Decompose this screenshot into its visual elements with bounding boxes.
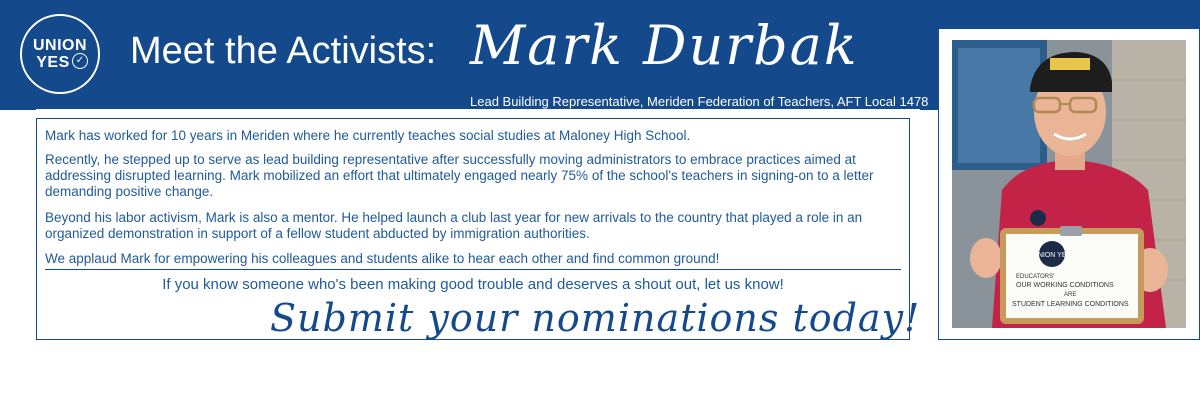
bio-paragraph: Recently, he stepped up to serve as lead building representative after successfully moving administrators to embrace practices aimed at addressing disrupted learning. Mark mobilized an effort that ultimately engaged nearly 75% of the school's teachers in signing-on to a letter demanding positive change.: [45, 152, 874, 199]
activist-photo-illustration: [952, 40, 1186, 328]
page-title: Meet the Activists:: [130, 30, 437, 72]
sign-line-2: OUR WORKING CONDITIONS: [1016, 282, 1114, 289]
sign-line-4: STUDENT LEARNING CONDITIONS: [1012, 301, 1129, 308]
header-divider: [36, 109, 920, 110]
activist-name: Mark Durbak: [470, 14, 859, 77]
union-yes-logo: [20, 14, 100, 94]
bio-paragraph: Beyond his labor activism, Mark is also a mentor. He helped launch a club last year for new arrivals to the country that played a role in an organized demonstration in support of a fellow student abducted by immigration authorities.: [45, 210, 863, 241]
sign-line-1: EDUCATORS': [1016, 274, 1055, 280]
logo-line-1: UNION: [32, 37, 88, 54]
bio-paragraph: Mark has worked for 10 years in Meriden where he currently teaches social studies at Maloney High School.: [45, 128, 691, 143]
nominations-link[interactable]: Submit your nominations today!: [270, 296, 921, 340]
activist-role: Lead Building Representative, Meriden Federation of Teachers, AFT Local 1478: [470, 94, 929, 109]
sign-logo: UNION YES: [1032, 252, 1072, 259]
activist-photo: [952, 40, 1186, 328]
bio-paragraph: We applaud Mark for empowering his colleagues and students alike to hear each other and find common ground!: [45, 251, 901, 270]
logo-line-2: YES: [36, 54, 70, 71]
checkmark-icon: ✓: [72, 53, 88, 69]
nomination-callout: If you know someone who's been making good trouble and deserves a shout out, let us know!: [162, 276, 784, 293]
sign-line-3: ARE: [1064, 292, 1077, 298]
